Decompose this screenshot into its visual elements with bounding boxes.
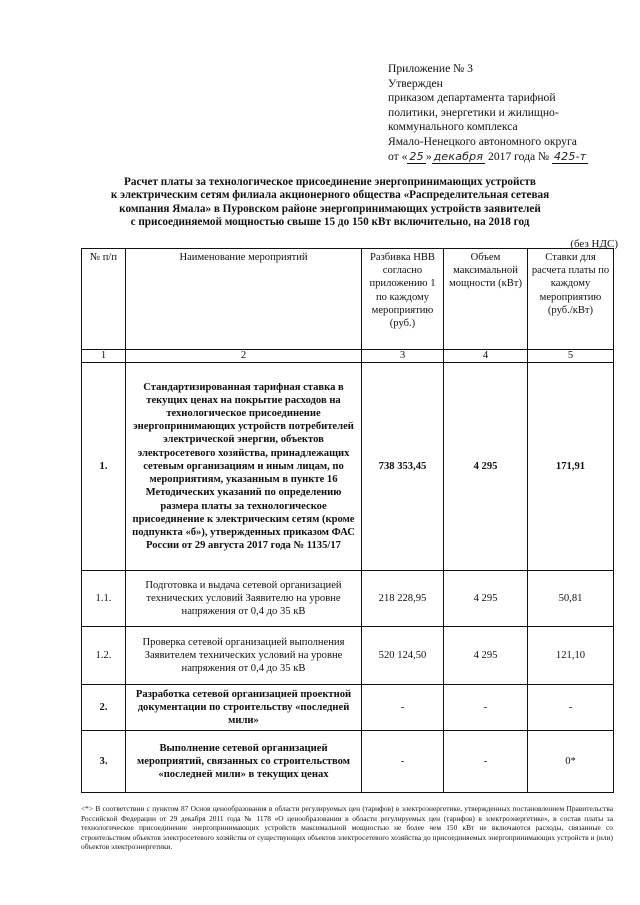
row-power: 4 295 <box>444 363 528 571</box>
title-line: Расчет платы за технологическое присоединение энергопринимающих устройств <box>124 176 536 188</box>
row-name: Проверка сетевой организацией выполнения Заявителем технических условий на уровне напряжения от 0,4 до 35 кВ <box>126 627 362 685</box>
header-rate: Ставки для расчета платы по каждому мероприятию (руб./кВт) <box>528 249 614 350</box>
column-number: 3 <box>362 350 444 363</box>
row-name: Стандартизированная тарифная ставка в текущих ценах на покрытие расходов на технологическое присоединение энергопринимающих устройств потребителей электрической энергии, объектов электросетевого хозяйства, принадлежащих сетевым организациям и иным лицам, по мероприятиям, указанным в пункте 16 Методических указаний по определению размера платы за технологическое присоединение к электрическим сетям (кроме подпункта «б»), утвержденных приказом ФАС России от 29 августа 2017 года № 1135/17 <box>126 363 362 571</box>
title-line: к электрическим сетям филиала акционерного общества «Распределительная сетевая <box>110 189 550 202</box>
handwritten-order-number: 425-т <box>553 149 587 163</box>
approved-label: Утвержден <box>388 76 443 90</box>
row-rate: 50,81 <box>528 571 614 627</box>
date-prefix: от « <box>388 149 408 163</box>
approval-text-line: коммунального комплекса <box>388 120 518 134</box>
row-nvv: - <box>362 731 444 793</box>
column-number: 5 <box>528 350 614 363</box>
tariff-table <box>81 248 614 793</box>
row-name: Выполнение сетевой организацией мероприятий, связанных со строительством «последней мили» в текущих ценах <box>126 731 362 793</box>
row-number: 2. <box>82 685 126 731</box>
row-power: 4 295 <box>444 627 528 685</box>
approval-block <box>388 62 628 164</box>
header-nvv: Разбивка НВВ согласно приложению 1 по каждому мероприятию (руб.) <box>362 249 444 350</box>
table-row <box>82 627 614 685</box>
document-title <box>70 176 590 230</box>
header-measures: Наименование мероприятий <box>126 249 362 350</box>
table-row <box>82 685 614 731</box>
row-rate: 171,91 <box>528 363 614 571</box>
column-number-row <box>82 350 614 363</box>
row-rate: - <box>528 685 614 731</box>
row-number: 3. <box>82 731 126 793</box>
table-row <box>82 571 614 627</box>
column-number: 4 <box>444 350 528 363</box>
row-name: Подготовка и выдача сетевой организацией технических условий Заявителю на уровне напряжения от 0,4 до 35 кВ <box>126 571 362 627</box>
row-power: 4 295 <box>444 571 528 627</box>
table-row <box>82 731 614 793</box>
title-line: компания Ямала» в Пуровском районе энергопринимающих устройств заявителей <box>119 202 541 215</box>
vat-note: (без НДС) <box>570 238 618 250</box>
row-nvv: - <box>362 685 444 731</box>
row-rate: 121,10 <box>528 627 614 685</box>
date-suffix: 2017 года № <box>485 149 552 163</box>
date-mid: » <box>425 149 432 163</box>
row-number: 1. <box>82 363 126 571</box>
table-header-row <box>82 249 614 350</box>
header-number: № п/п <box>82 249 126 350</box>
row-power: - <box>444 731 528 793</box>
title-line: с присоединяемой мощностью свыше 15 до 150 кВт включительно, на 2018 год <box>130 216 530 229</box>
row-nvv: 738 353,45 <box>362 363 444 571</box>
row-rate: 0* <box>528 731 614 793</box>
row-number: 1.2. <box>82 627 126 685</box>
approval-text-line: приказом департамента тарифной <box>388 91 556 105</box>
row-nvv: 218 228,95 <box>362 571 444 627</box>
table-row <box>82 363 614 571</box>
approval-text-line: политики, энергетики и жилищно- <box>388 105 559 119</box>
column-number: 1 <box>82 350 126 363</box>
handwritten-day: 25 <box>409 149 424 163</box>
header-power: Объем максимальной мощности (кВт) <box>444 249 528 350</box>
row-name: Разработка сетевой организацией проектной документации по строительству «последней мили» <box>126 685 362 731</box>
row-power: - <box>444 685 528 731</box>
footnote: <*> В соответствии с пунктом 87 Основ ценообразования в области регулируемых цен (тарифов) в электроэнергетике, утвержденных постановлением Правительства Российской Федерации от 29 декабря 2011 года № 1178 «О ценообразовании в области регулируемых цен (тарифов) в электроэнергетике», в состав платы за технологическое присоединение энергопринимающих устройств максимальной мощностью не более чем 150 кВт не включаются расходы, связанные со строительством объектов электросетевого хозяйства от существующих объектов электросетевого хозяйства до присоединяемых энергопринимающих устройств и (или) объектов электроэнергетики. <box>81 804 613 852</box>
handwritten-month: декабря <box>433 149 484 163</box>
row-number: 1.1. <box>82 571 126 627</box>
approval-date-line <box>388 150 628 165</box>
row-nvv: 520 124,50 <box>362 627 444 685</box>
column-number: 2 <box>126 350 362 363</box>
approval-text-line: Ямало-Ненецкого автономного округа <box>388 134 577 148</box>
appendix-number: Приложение № 3 <box>388 62 473 75</box>
